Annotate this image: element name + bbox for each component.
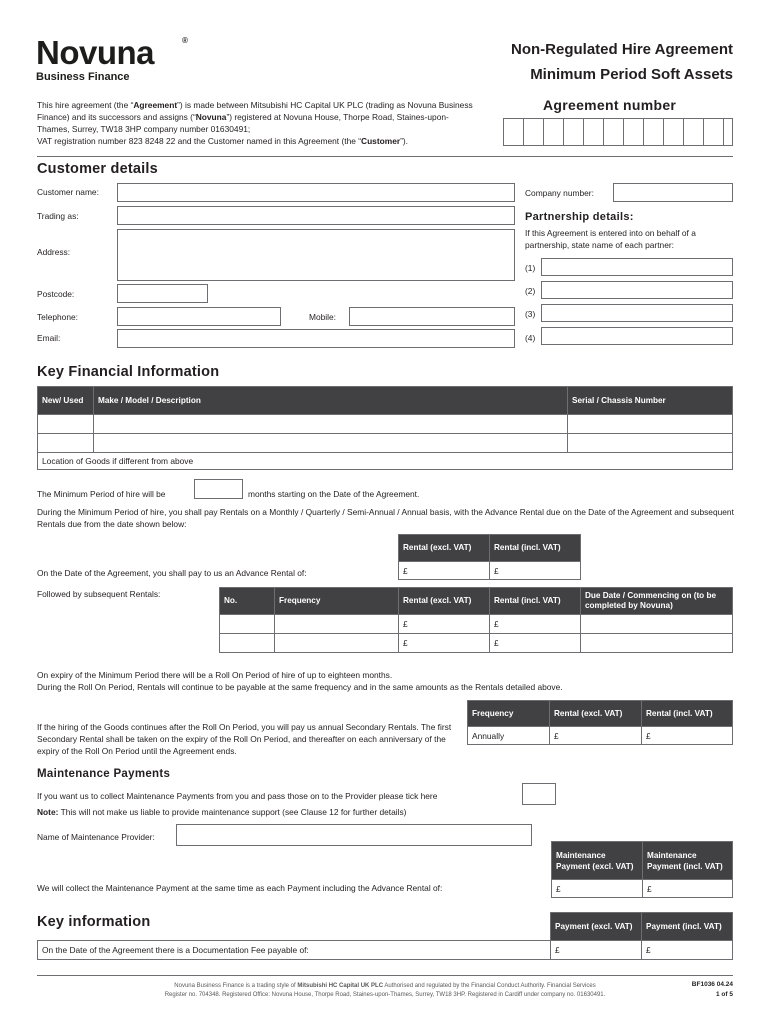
col-rental-excl: Rental (excl. VAT): [550, 701, 642, 727]
page-number: 1 of 5: [716, 991, 733, 998]
customer-name-field[interactable]: [117, 183, 515, 202]
col-rental-excl: Rental (excl. VAT): [399, 588, 490, 615]
footer-legal-text: Novuna Business Finance is a trading style of Mitsubishi HC Capital UK PLC Authorised and regulated by the Financial Conduct Authority. Financial Services Register no. 704348. Registered Office: Novuna House, Thorpe Road, Staines-upon-Thames, Surrey, TW18 3HP. Registered in Cardiff under company no. 01630491.: [164, 983, 606, 998]
partnership-heading: Partnership details:: [525, 211, 634, 223]
doc-fee-excl-field[interactable]: £: [551, 941, 642, 960]
customer-name-label: Customer name:: [37, 187, 99, 197]
intro-paragraph: This hire agreement (the “Agreement”) is made between Mitsubishi HC Capital UK PLC (trading as Novuna Business Finance) and its successors and assigns (“Novuna”) registered at Novuna House, Thorpe Road, Staines-upon-Thames, Surrey, TW18 3HP company number 01630491; VAT registration number 823 8248 22 and the Customer named in this Agreement (the “Customer”).: [37, 100, 473, 146]
secondary-rentals-table: [467, 700, 733, 745]
maintenance-incl-field[interactable]: £: [643, 880, 733, 898]
goods-row: [38, 415, 733, 434]
secondary-rentals-text: If the hiring of the Goods continues after the Roll On Period, you will pay us annual Secondary Rentals. The first Secondary Rental shall be taken on the expiry of the Roll On Period, and thereafter on each anniversary of the expiry of the Roll On Period until the Agreement ends.: [37, 722, 452, 756]
telephone-field[interactable]: [117, 307, 281, 326]
advance-rental-table: [398, 534, 581, 580]
advance-rental-excl-field[interactable]: £: [399, 562, 490, 580]
logo-registered-mark: ®: [182, 36, 188, 45]
col-due-date: Due Date / Commencing on (to be completed by Novuna): [581, 588, 733, 615]
goods-table: [37, 386, 733, 470]
annually-cell: Annually: [468, 727, 550, 745]
location-of-goods-cell[interactable]: Location of Goods if different from above: [38, 453, 733, 470]
payment-incl-header: Payment (incl. VAT): [642, 913, 733, 941]
maintenance-tick-box[interactable]: [522, 783, 556, 805]
company-number-field[interactable]: [613, 183, 733, 202]
maintenance-payment-table: [551, 841, 733, 898]
doc-fee-incl-field[interactable]: £: [642, 941, 733, 960]
key-information-heading: Key information: [37, 914, 151, 930]
payment-excl-header: Payment (excl. VAT): [551, 913, 642, 941]
maintenance-excl-header: Maintenance Payment (excl. VAT): [552, 842, 643, 880]
mobile-field[interactable]: [349, 307, 515, 326]
min-period-text-after: months starting on the Date of the Agreement.: [248, 489, 420, 499]
title-line-1: Non-Regulated Hire Agreement: [511, 41, 733, 58]
goods-row: [38, 434, 733, 453]
min-period-months-field[interactable]: [194, 479, 243, 499]
rental-incl-vat-header: Rental (incl. VAT): [490, 535, 581, 562]
col-frequency: Frequency: [468, 701, 550, 727]
col-serial: Serial / Chassis Number: [568, 387, 733, 415]
roll-on-period-text: On expiry of the Minimum Period there will be a Roll On Period of hire of up to eighteen months. During the Roll On Period, Rentals will continue to be payable at the same frequency and in the same amounts as the Rentals detailed above.: [37, 670, 563, 692]
documentation-fee-label: On the Date of the Agreement there is a Documentation Fee payable of:: [38, 941, 551, 960]
key-information-table: [37, 912, 733, 960]
partner-4-field[interactable]: [541, 327, 733, 345]
make-model-cell[interactable]: [94, 434, 568, 453]
address-label: Address:: [37, 247, 71, 257]
divider: [37, 156, 733, 157]
partnership-note: If this Agreement is entered into on behalf of a partnership, state name of each partner:: [525, 228, 696, 250]
customer-details-heading: Customer details: [37, 161, 158, 177]
min-period-text-before: The Minimum Period of hire will be: [37, 489, 166, 499]
maintenance-excl-field[interactable]: £: [552, 880, 643, 898]
maintenance-provider-field[interactable]: [176, 824, 532, 846]
table-row: £ £: [220, 634, 733, 653]
subsequent-rentals-text: Followed by subsequent Rentals:: [37, 589, 161, 599]
logo-tagline: Business Finance: [36, 71, 130, 83]
subsequent-rentals-table: [219, 587, 733, 653]
col-no: No.: [220, 588, 275, 615]
during-minimum-period-text: During the Minimum Period of hire, you shall pay Rentals on a Monthly / Quarterly / Semi-Annual / Annual basis, with the Advance Rental due on the Date of the Agreement and subsequent Rentals due from the date shown below:: [37, 507, 734, 529]
col-frequency: Frequency: [275, 588, 399, 615]
partner-2-field[interactable]: [541, 281, 733, 299]
secondary-rental-excl-field[interactable]: £: [550, 727, 642, 745]
col-new-used: New/ Used: [38, 387, 94, 415]
advance-rental-text: On the Date of the Agreement, you shall pay to us an Advance Rental of:: [37, 568, 307, 578]
partner-2-label: (2): [525, 286, 536, 296]
key-financial-heading: Key Financial Information: [37, 364, 220, 380]
agreement-number-label: Agreement number: [543, 97, 677, 113]
email-label: Email:: [37, 333, 61, 343]
new-used-cell[interactable]: [38, 434, 94, 453]
agreement-number-field[interactable]: [503, 118, 733, 146]
make-model-cell[interactable]: [94, 415, 568, 434]
novuna-logo: [36, 34, 188, 83]
maintenance-heading: Maintenance Payments: [37, 768, 171, 780]
footer-divider: [37, 975, 733, 976]
partner-1-field[interactable]: [541, 258, 733, 276]
serial-cell[interactable]: [568, 415, 733, 434]
new-used-cell[interactable]: [38, 415, 94, 434]
maintenance-tick-text: If you want us to collect Maintenance Payments from you and pass those on to the Provider please tick here: [37, 791, 438, 801]
advance-rental-incl-field[interactable]: £: [490, 562, 581, 580]
partner-4-label: (4): [525, 333, 536, 343]
logo-wordmark: Novuna: [36, 34, 155, 71]
trading-as-field[interactable]: [117, 206, 515, 225]
col-make-model: Make / Model / Description: [94, 387, 568, 415]
rental-excl-vat-header: Rental (excl. VAT): [399, 535, 490, 562]
company-number-label: Company number:: [525, 188, 594, 198]
address-field[interactable]: [117, 229, 515, 281]
col-rental-incl: Rental (incl. VAT): [490, 588, 581, 615]
postcode-label: Postcode:: [37, 289, 75, 299]
title-line-2: Minimum Period Soft Assets: [530, 66, 733, 83]
form-code: BF1036 04.24: [691, 981, 733, 988]
table-row: £ £: [220, 615, 733, 634]
partner-1-label: (1): [525, 263, 536, 273]
maintenance-collect-text: We will collect the Maintenance Payment at the same time as each Payment including the Advance Rental of:: [37, 883, 443, 893]
partner-3-label: (3): [525, 309, 536, 319]
secondary-rental-incl-field[interactable]: £: [642, 727, 733, 745]
trading-as-label: Trading as:: [37, 211, 79, 221]
partner-3-field[interactable]: [541, 304, 733, 322]
postcode-field[interactable]: [117, 284, 208, 303]
email-field[interactable]: [117, 329, 515, 348]
col-rental-incl: Rental (incl. VAT): [642, 701, 733, 727]
maintenance-provider-label: Name of Maintenance Provider:: [37, 832, 155, 842]
serial-cell[interactable]: [568, 434, 733, 453]
maintenance-incl-header: Maintenance Payment (incl. VAT): [643, 842, 733, 880]
document-title: [511, 37, 733, 87]
telephone-label: Telephone:: [37, 312, 78, 322]
mobile-label: Mobile:: [309, 312, 336, 322]
maintenance-note: Note: This will not make us liable to provide maintenance support (see Clause 12 for further details): [37, 807, 407, 817]
